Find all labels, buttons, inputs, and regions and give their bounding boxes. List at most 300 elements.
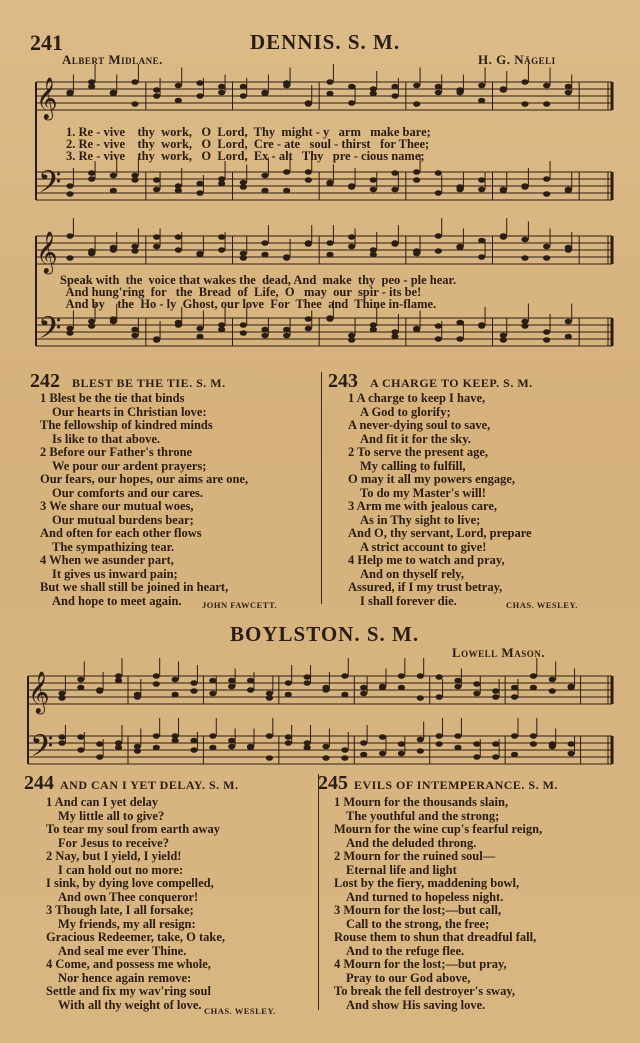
bass-note [511, 752, 518, 758]
treble-note [454, 678, 461, 684]
bass-note [110, 188, 117, 194]
treble-note [511, 694, 518, 700]
treble-note [348, 234, 355, 240]
verse-line: A never-dying soul to save, [348, 418, 491, 432]
treble-note [110, 91, 117, 97]
bass-note [565, 334, 572, 340]
verse-line: A strict account to give! [360, 539, 487, 554]
words-credit: Albert Midlane. [62, 52, 163, 67]
treble-note [413, 83, 420, 89]
verse-line: I shall forever die. [360, 593, 457, 608]
bass-note [568, 741, 575, 747]
bass-note [153, 745, 160, 751]
bass-note [565, 319, 572, 325]
verse-line: The fellowship of kindred minds [40, 418, 213, 432]
hymn-244-heading [24, 772, 238, 795]
treble-note [153, 673, 160, 679]
bass-note [110, 316, 117, 322]
treble-note [478, 98, 485, 104]
bass-note [435, 336, 442, 342]
bass-note [209, 745, 216, 751]
bass-note [283, 333, 290, 339]
bass-note [66, 330, 73, 336]
bass-note [190, 738, 197, 744]
bass-note [530, 733, 537, 739]
bass-note [196, 326, 203, 332]
treble-note [285, 680, 292, 686]
bass-note [115, 745, 122, 751]
bass-note [417, 737, 424, 743]
verse-line: And turned to hopeless night. [346, 889, 504, 904]
bass-clef-icon: 𝄢 [38, 310, 62, 353]
treble-note [96, 688, 103, 694]
verse-line: 4 Mourn for the lost;—but pray, [334, 957, 507, 971]
treble-note [304, 680, 311, 686]
hymn-245-heading [318, 772, 558, 795]
bass-note [326, 181, 333, 187]
boylston-composer: Lowell Mason. [452, 645, 545, 660]
bass-note [435, 190, 442, 196]
hymn-243-author: CHAS. WESLEY. [506, 600, 578, 610]
hymn-243-verses [348, 392, 628, 608]
verse-line: And fit it for the sky. [360, 431, 471, 446]
treble-note [435, 233, 442, 239]
verse-line: Eternal life and light [346, 862, 457, 877]
treble-note [88, 84, 95, 90]
verse-line: My friends, my all resign: [58, 916, 196, 931]
hymn-242-heading [30, 370, 226, 393]
bass-note [304, 745, 311, 751]
bass-note [228, 744, 235, 750]
verse-line: 2 Nay, but I yield, I yield! [46, 849, 182, 863]
verse-line: Pray to our God above, [346, 970, 471, 985]
treble-note [530, 685, 537, 691]
bass-note [110, 173, 117, 179]
bass-note [305, 316, 312, 322]
treble-note [398, 673, 405, 679]
verse-line: 1 And can I yet delay [46, 795, 159, 809]
verse-line: To tear my soul from earth away [46, 822, 221, 836]
treble-note [511, 685, 518, 691]
treble-note [478, 83, 485, 89]
treble-note [175, 98, 182, 104]
treble-note [196, 80, 203, 86]
bass-clef-icon: 𝄢 [38, 164, 62, 207]
hymn-number: 244 [24, 772, 54, 794]
verse-line: I can hold out no more: [58, 862, 184, 877]
bass-note [58, 734, 65, 740]
bass-note [305, 169, 312, 175]
verse-line: My little all to give? [58, 808, 165, 823]
treble-note [492, 694, 499, 700]
verse-line: Gracious Redeemer, take, O take, [46, 930, 226, 944]
treble-note [436, 674, 443, 680]
hymn-title: AND CAN I YET DELAY. S. M. [60, 778, 239, 792]
bass-note [88, 176, 95, 182]
bass-note [240, 330, 247, 336]
treble-note [478, 254, 485, 260]
bass-note [473, 754, 480, 760]
bass-note [398, 751, 405, 757]
treble-note [77, 677, 84, 683]
treble-note [209, 678, 216, 684]
treble-note [500, 234, 507, 240]
treble-note [326, 240, 333, 246]
verse-line: As in Thy sight to live; [360, 512, 481, 527]
lyric-line-1: 1. Re - vive thy work, O Lord, Thy might - y arm make bare; [66, 125, 431, 139]
bass-note [134, 748, 141, 754]
bass-note [172, 738, 179, 744]
verse-line: For Jesus to receive? [58, 835, 169, 850]
treble-note [360, 685, 367, 691]
lyric-line-4: Speak with the voice that wakes the dead, And make thy peo - ple hear. [60, 273, 457, 287]
bass-note [391, 187, 398, 193]
bass-note [153, 177, 160, 183]
verse-line: Our mutual burdens bear; [52, 512, 194, 527]
treble-note [153, 234, 160, 240]
treble-note [370, 252, 377, 258]
bass-note [218, 327, 225, 333]
bass-note [511, 733, 518, 739]
treble-note [391, 93, 398, 99]
treble-note [379, 685, 386, 691]
lyric-line-3: 3. Re - vive thy work, O Lord, Ex - alt Thy pre - cious name; [66, 149, 425, 163]
verse-line: O may it all my powers engage, [348, 472, 515, 486]
verse-line: A God to glorify; [360, 404, 451, 419]
bass-note [341, 747, 348, 753]
hymn-number: 245 [318, 772, 348, 794]
treble-note [66, 233, 73, 239]
verse-line: And own Thee conqueror! [58, 889, 199, 904]
bass-note [326, 316, 333, 322]
bass-note [283, 188, 290, 194]
treble-note [454, 684, 461, 690]
treble-note [218, 247, 225, 253]
bass-note [261, 333, 268, 339]
treble-note [417, 673, 424, 679]
bass-note [228, 738, 235, 744]
bass-note [175, 188, 182, 194]
treble-note [190, 688, 197, 694]
treble-note [247, 678, 254, 684]
treble-note [456, 245, 463, 251]
treble-note [521, 255, 528, 261]
bass-note [456, 320, 463, 326]
verse-line: Lost by the fiery, maddening bowl, [334, 876, 520, 890]
treble-note [435, 84, 442, 90]
bass-note [530, 741, 537, 747]
treble-note [261, 91, 268, 97]
bass-note [565, 188, 572, 194]
treble-note [283, 80, 290, 86]
treble-note [543, 101, 550, 107]
bass-note [305, 326, 312, 332]
bass-note [322, 755, 329, 761]
treble-note [66, 91, 73, 97]
treble-note [417, 695, 424, 701]
treble-note [228, 684, 235, 690]
treble-note [190, 680, 197, 686]
hymn-245-verses [334, 796, 624, 1012]
treble-note [530, 673, 537, 679]
bass-note [549, 741, 556, 747]
treble-note [261, 240, 268, 246]
verse-line: And O, thy servant, Lord, prepare [348, 526, 532, 540]
bass-note [391, 170, 398, 176]
bass-note [322, 744, 329, 750]
bass-note [454, 745, 461, 751]
treble-note [326, 91, 333, 97]
column-divider [321, 372, 322, 604]
music-credit: H. G. Nägeli [478, 52, 556, 67]
treble-note [304, 674, 311, 680]
bass-note [218, 181, 225, 187]
bass-note [543, 191, 550, 197]
bass-note [153, 733, 160, 739]
bass-note [285, 740, 292, 746]
treble-note [549, 688, 556, 694]
bass-note [96, 754, 103, 760]
treble-note [172, 692, 179, 698]
treble-note [565, 90, 572, 96]
verse-line: We pour our ardent prayers; [52, 458, 207, 473]
hymn-242-verses [40, 392, 320, 608]
bass-note [305, 177, 312, 183]
verse-line: And often for each other flows [40, 526, 202, 540]
bass-note [543, 337, 550, 343]
verse-line: 3 Arm me with jealous care, [348, 499, 498, 513]
verse-line: The sympathizing tear. [52, 539, 175, 554]
bass-note [543, 329, 550, 335]
treble-note [543, 83, 550, 89]
verse-line: And the deluded throng. [346, 835, 477, 850]
bass-note [370, 327, 377, 333]
treble-note [360, 691, 367, 697]
treble-note [218, 234, 225, 240]
bass-note [492, 754, 499, 760]
treble-note [134, 692, 141, 698]
treble-note [348, 100, 355, 106]
bass-note [454, 733, 461, 739]
bass-note [478, 187, 485, 193]
treble-clef-icon: 𝄞 [36, 76, 58, 119]
treble-note [58, 695, 65, 701]
column-divider [318, 774, 319, 1010]
tune-title-boylston: BOYLSTON. S. M. [230, 622, 420, 646]
bass-note [521, 184, 528, 190]
treble-note [153, 681, 160, 687]
treble-note [549, 677, 556, 683]
verse-line: Rouse them to shun that dreadful fall, [334, 930, 537, 944]
bass-note [261, 327, 268, 333]
hymn-title: EVILS OF INTEMPERANCE. S. M. [354, 778, 558, 792]
bass-note [283, 169, 290, 175]
bass-note [492, 741, 499, 747]
bass-note [196, 334, 203, 340]
bass-note [240, 184, 247, 190]
hymn-243-heading [328, 370, 533, 393]
treble-note [391, 84, 398, 90]
treble-note [66, 255, 73, 261]
treble-note [521, 79, 528, 85]
verse-line: 1 A charge to keep I have, [348, 391, 486, 405]
verse-line: And on thyself rely, [360, 566, 464, 581]
bass-note [413, 177, 420, 183]
bass-note [261, 173, 268, 179]
bass-note [341, 755, 348, 761]
bass-note [153, 337, 160, 343]
verse-line: And to the refuge flee. [346, 943, 465, 958]
treble-note [196, 93, 203, 99]
treble-note [478, 238, 485, 244]
verse-line: I sink, by dying love compelled, [46, 876, 214, 890]
treble-note [240, 255, 247, 261]
treble-note [247, 687, 254, 693]
bass-note [568, 751, 575, 757]
verse-line: Our fears, our hopes, our aims are one, [40, 472, 249, 486]
bass-note [478, 177, 485, 183]
treble-note [175, 83, 182, 89]
verse-line: Call to the strong, the free; [346, 916, 490, 931]
bass-note [348, 184, 355, 190]
bass-note [398, 741, 405, 747]
verse-line: To do my Master's will! [360, 485, 486, 500]
treble-note [175, 247, 182, 253]
treble-note [322, 685, 329, 691]
bass-note [66, 183, 73, 189]
verse-line: 4 Help me to watch and pray, [348, 553, 505, 567]
hymn-number: 243 [328, 370, 358, 392]
verse-line: The youthful and the strong; [346, 808, 500, 823]
verse-line: 3 Though late, I all forsake; [46, 903, 194, 917]
treble-note [305, 241, 312, 247]
verse-line: 3 We share our mutual woes, [40, 499, 194, 513]
treble-clef-icon: 𝄞 [28, 670, 50, 713]
bass-note [153, 187, 160, 193]
bass-note [500, 188, 507, 194]
verse-line: Is like to that above. [52, 431, 160, 446]
treble-note [391, 241, 398, 247]
verse-line: 4 When we asunder part, [40, 553, 174, 567]
treble-note [266, 695, 273, 701]
treble-note [473, 681, 480, 687]
treble-note [341, 692, 348, 698]
verse-line: 4 Come, and possess me whole, [46, 957, 211, 971]
bass-note [96, 741, 103, 747]
bass-note [379, 734, 386, 740]
treble-note [370, 91, 377, 97]
treble-note [153, 87, 160, 93]
bass-note [435, 323, 442, 329]
treble-note [77, 685, 84, 691]
hymn-242-author: JOHN FAWCETT. [202, 600, 278, 610]
treble-note [172, 677, 179, 683]
bass-note [456, 184, 463, 190]
hymn-title: A CHARGE TO KEEP. S. M. [370, 376, 533, 390]
treble-note [348, 84, 355, 90]
bass-note [391, 334, 398, 340]
treble-note [521, 101, 528, 107]
treble-note [305, 101, 312, 107]
verse-line: My calling to fulfill, [360, 458, 466, 473]
treble-note [131, 248, 138, 254]
bass-note [543, 176, 550, 182]
treble-note [326, 252, 333, 258]
hymn-title: BLEST BE THE TIE. S. M. [72, 376, 226, 390]
treble-clef-icon: 𝄞 [36, 230, 58, 273]
treble-note [110, 245, 117, 251]
treble-note [435, 248, 442, 254]
treble-note [196, 252, 203, 258]
verse-line: Assured, if I my trust betray, [348, 580, 503, 594]
bass-note [500, 337, 507, 343]
bass-note [209, 733, 216, 739]
treble-note [543, 255, 550, 261]
bass-note [436, 741, 443, 747]
verse-line: With all thy weight of love. [58, 997, 202, 1012]
bass-note [240, 322, 247, 328]
treble-note [209, 691, 216, 697]
bass-note [521, 323, 528, 329]
verse-line: But we shall still be joined in heart, [40, 580, 229, 594]
bass-note [370, 177, 377, 183]
bass-note [88, 170, 95, 176]
treble-note [568, 685, 575, 691]
treble-note [175, 234, 182, 240]
lyric-line-5: And hung'ring for the Bread of Life, O may our spir - its be! [60, 285, 422, 299]
verse-line: 2 To serve the present age, [348, 445, 489, 459]
verse-line: 2 Mourn for the ruined soul— [334, 849, 496, 863]
lyric-line-2: 2. Re - vive thy work, O Lord, Cre - ate soul - thirst for Thee; [66, 137, 430, 151]
verse-line: Our hearts in Christian love: [52, 404, 207, 419]
verse-line: And seal me ever Thine. [58, 943, 187, 958]
bass-note [196, 181, 203, 187]
verse-line: To break the fell destroyer's sway, [334, 984, 516, 998]
treble-note [218, 90, 225, 96]
verse-line: Mourn for the wine cup's fearful reign, [334, 822, 543, 836]
verse-line: Our comforts and our cares. [52, 485, 204, 500]
treble-note [88, 248, 95, 254]
bass-note [131, 177, 138, 183]
treble-note [153, 244, 160, 250]
treble-note [348, 244, 355, 250]
verse-line: And show His saving love. [346, 997, 486, 1012]
bass-note [283, 327, 290, 333]
verse-line: It gives us inward pain; [52, 566, 178, 581]
lyric-line-6: And by the Ho - ly Ghost, our love For Thee and Thine in-flame. [60, 297, 437, 311]
bass-note [360, 752, 367, 758]
bass-note [436, 733, 443, 739]
treble-note [285, 692, 292, 698]
bass-note [261, 188, 268, 194]
treble-note [283, 255, 290, 261]
bass-note [196, 190, 203, 196]
treble-note [500, 87, 507, 93]
hymn-244-verses [46, 796, 316, 1012]
treble-note [341, 673, 348, 679]
treble-note [413, 248, 420, 254]
verse-line: Nor hence again remove: [58, 970, 192, 985]
bass-note [77, 747, 84, 753]
bass-note [58, 740, 65, 746]
bass-note [131, 333, 138, 339]
bass-note [131, 327, 138, 333]
verse-line: 1 Blest be the tie that binds [40, 391, 185, 405]
treble-note [218, 84, 225, 90]
verse-line: And hope to meet again. [52, 593, 182, 608]
bass-note [285, 734, 292, 740]
bass-note [413, 169, 420, 175]
